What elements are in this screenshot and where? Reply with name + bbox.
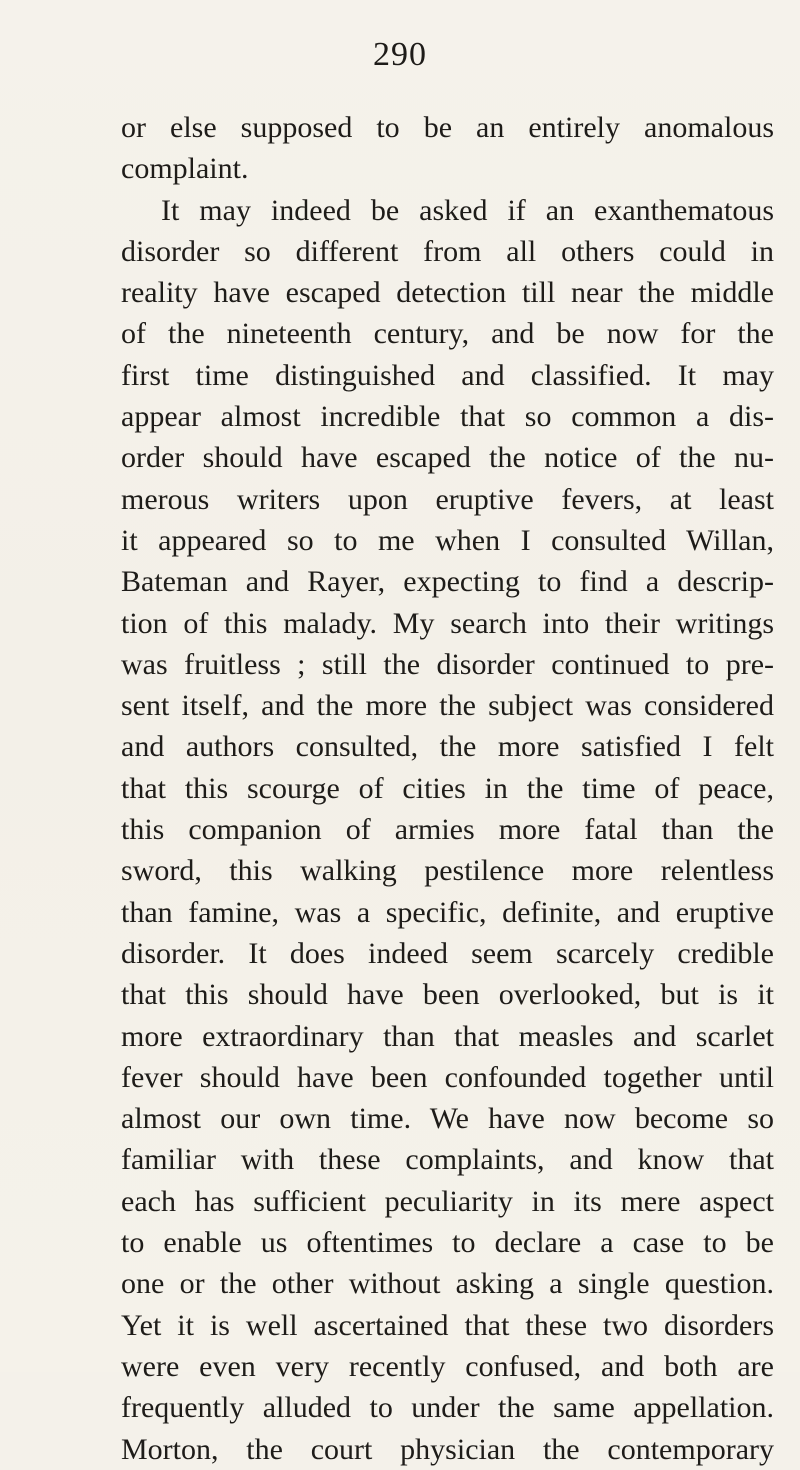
page-number: 290 <box>373 36 427 73</box>
text-line: were even very recently confused, and both are <box>121 1349 774 1383</box>
text-line: more extraordinary than that measles and scarlet <box>121 1019 774 1053</box>
text-line: Bateman and Rayer, expecting to find a descrip- <box>121 565 774 599</box>
body-text <box>121 107 774 1470</box>
text-line: appear almost incredible that so common a dis- <box>121 400 774 434</box>
text-line: than famine, was a specific, definite, and eruptive <box>121 895 774 929</box>
text-line: was fruitless ; still the disorder continued to pre- <box>121 647 774 681</box>
text-line: order should have escaped the notice of the nu- <box>121 441 774 475</box>
text-line: of the nineteenth century, and be now for the <box>121 317 774 351</box>
text-line: one or the other without asking a single question. <box>121 1267 774 1301</box>
text-line: sword, this walking pestilence more relentless <box>121 854 774 888</box>
text-line: that this scourge of cities in the time of peace, <box>121 771 774 805</box>
text-line: familiar with these complaints, and know that <box>121 1143 774 1177</box>
text-line: sent itself, and the more the subject was considered <box>121 689 774 723</box>
text-line: almost our own time. We have now become so <box>121 1102 774 1136</box>
text-line: first time distinguished and classified. It may <box>121 358 774 392</box>
text-line: or else supposed to be an entirely anomalous <box>121 111 774 144</box>
text-line: and authors consulted, the more satisfied I felt <box>121 730 774 764</box>
text-line: this companion of armies more fatal than the <box>121 813 774 847</box>
text-line: Morton, the court physician the contemporary <box>121 1432 774 1466</box>
text-line: fever should have been confounded together until <box>121 1060 774 1094</box>
text-line: complaint. <box>121 152 249 186</box>
text-line: tion of this malady. My search into their writings <box>121 606 774 640</box>
text-line: reality have escaped detection till near the middle <box>121 276 774 310</box>
text-line: that this should have been overlooked, but is it <box>121 978 774 1012</box>
text-line: disorder so different from all others could in <box>121 234 774 268</box>
text-line: each has sufficient peculiarity in its mere aspect <box>121 1184 774 1218</box>
text-line: to enable us oftentimes to declare a case to be <box>121 1226 774 1260</box>
text-line: disorder. It does indeed seem scarcely credible <box>121 936 774 970</box>
text-line: Yet it is well ascertained that these two disorders <box>121 1308 774 1342</box>
text-line: merous writers upon eruptive fevers, at least <box>121 482 774 516</box>
text-line: it appeared so to me when I consulted Willan, <box>121 523 774 557</box>
text-line: It may indeed be asked if an exanthematous <box>161 193 774 227</box>
text-line: frequently alluded to under the same appellation. <box>121 1391 774 1425</box>
